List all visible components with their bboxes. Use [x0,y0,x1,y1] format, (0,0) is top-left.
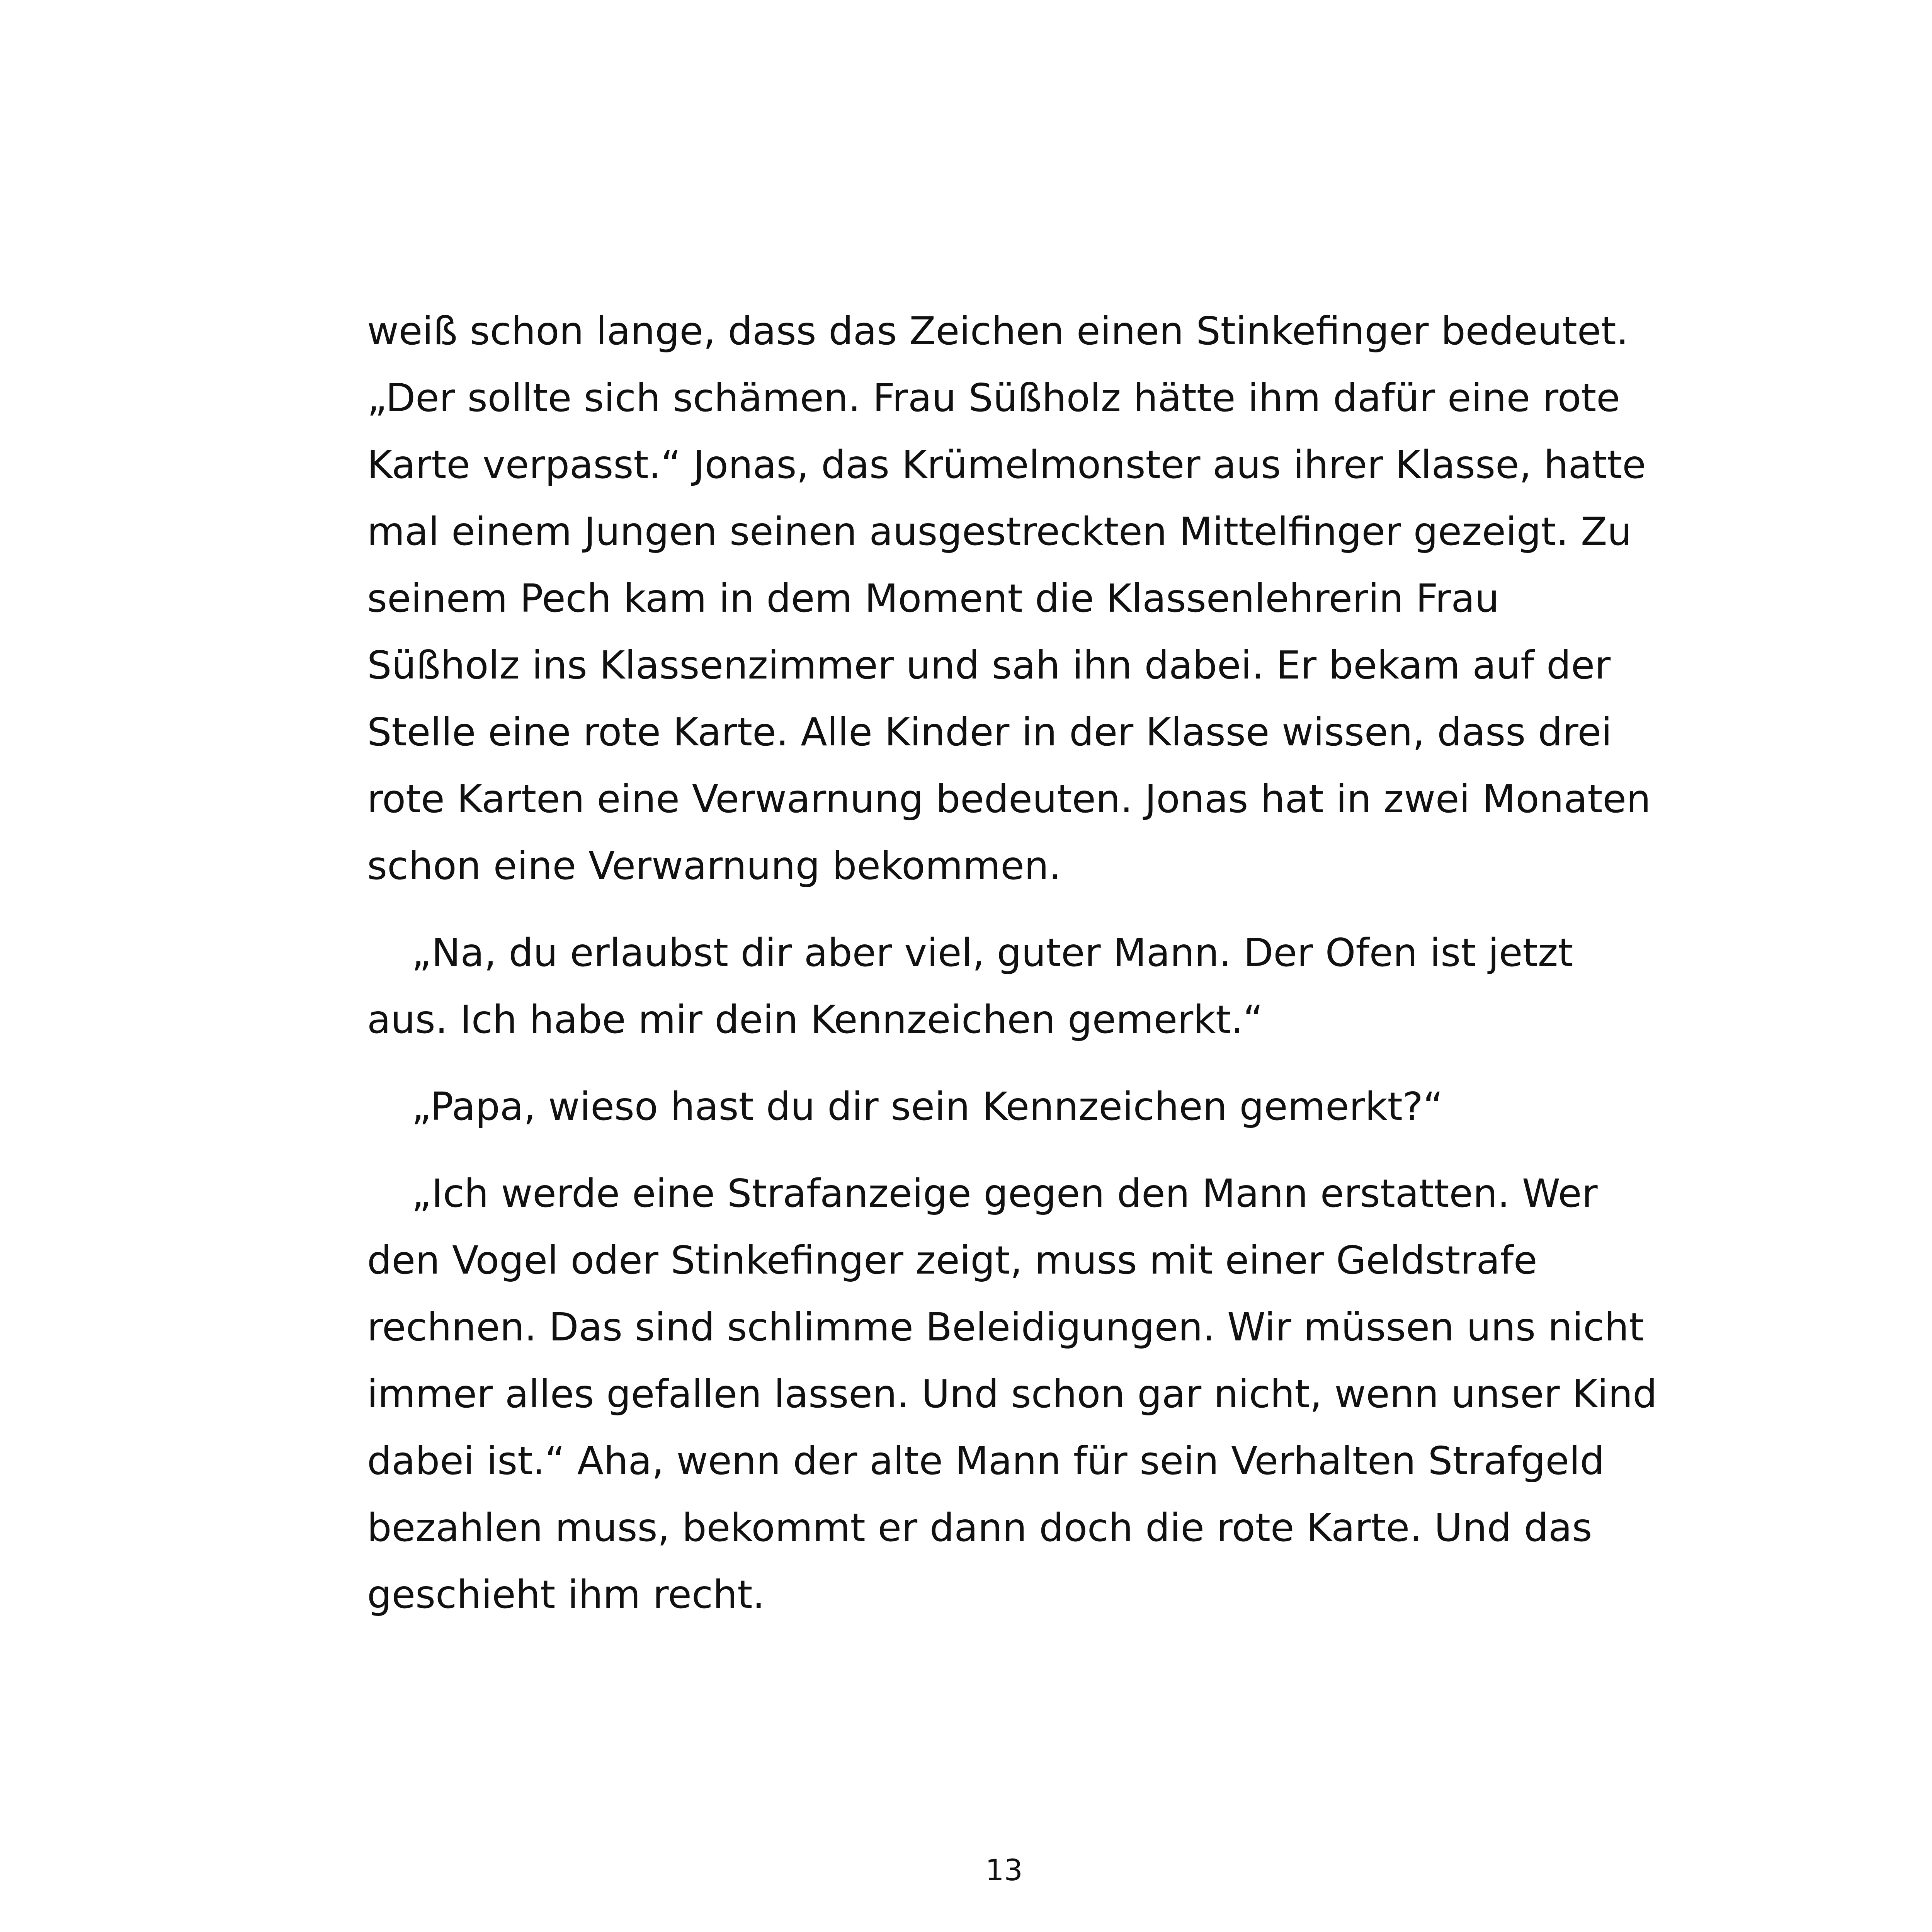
text-line: rote Karten eine Verwarnung bedeuten. Jonas hat in zwei Monaten [367,776,1651,821]
text-line: seinem Pech kam in dem Moment die Klassenlehrerin Frau [367,576,1499,621]
body-text [367,298,1719,1628]
paragraph-1 [367,298,1719,899]
text-line: geschieht ihm recht. [367,1572,765,1617]
text-line: mal einem Jungen seinen ausgestreckten Mittelfinger gezeigt. Zu [367,509,1632,554]
text-line: Stelle eine rote Karte. Alle Kinder in der Klasse wissen, dass drei [367,709,1612,755]
text-line: „Na, du erlaubst dir aber viel, guter Mann. Der Ofen ist jetzt [412,930,1573,975]
text-line: „Ich werde eine Strafanzeige gegen den Mann erstatten. Wer [412,1171,1598,1216]
text-line: weiß schon lange, dass das Zeichen einen Stinkefinger bedeutet. [367,308,1629,354]
text-line: Karte verpasst.“ Jonas, das Krümelmonster aus ihrer Klasse, hatte [367,442,1646,487]
text-line: dabei ist.“ Aha, wenn der alte Mann für sein Verhalten Strafgeld [367,1438,1605,1483]
paragraph-3 [367,1073,1719,1140]
text-line: „Der sollte sich schämen. Frau Süßholz hätte ihm dafür eine rote [367,375,1620,420]
text-line: aus. Ich habe mir dein Kennzeichen gemerkt.“ [367,997,1263,1042]
text-line: rechnen. Das sind schlimme Beleidigungen. Wir müssen uns nicht [367,1304,1644,1350]
text-line: Süßholz ins Klassenzimmer und sah ihn dabei. Er bekam auf der [367,643,1611,688]
text-line: bezahlen muss, bekommt er dann doch die rote Karte. Und das [367,1505,1592,1550]
text-line: den Vogel oder Stinkefinger zeigt, muss mit einer Geldstrafe [367,1238,1537,1283]
text-line: schon eine Verwarnung bekommen. [367,843,1061,888]
paragraph-4 [367,1160,1719,1628]
text-line: „Papa, wieso hast du dir sein Kennzeichen gemerkt?“ [412,1084,1443,1129]
text-line: immer alles gefallen lassen. Und schon gar nicht, wenn unser Kind [367,1371,1657,1417]
page-number: 13 [985,1853,1023,1887]
paragraph-2 [367,919,1719,1053]
